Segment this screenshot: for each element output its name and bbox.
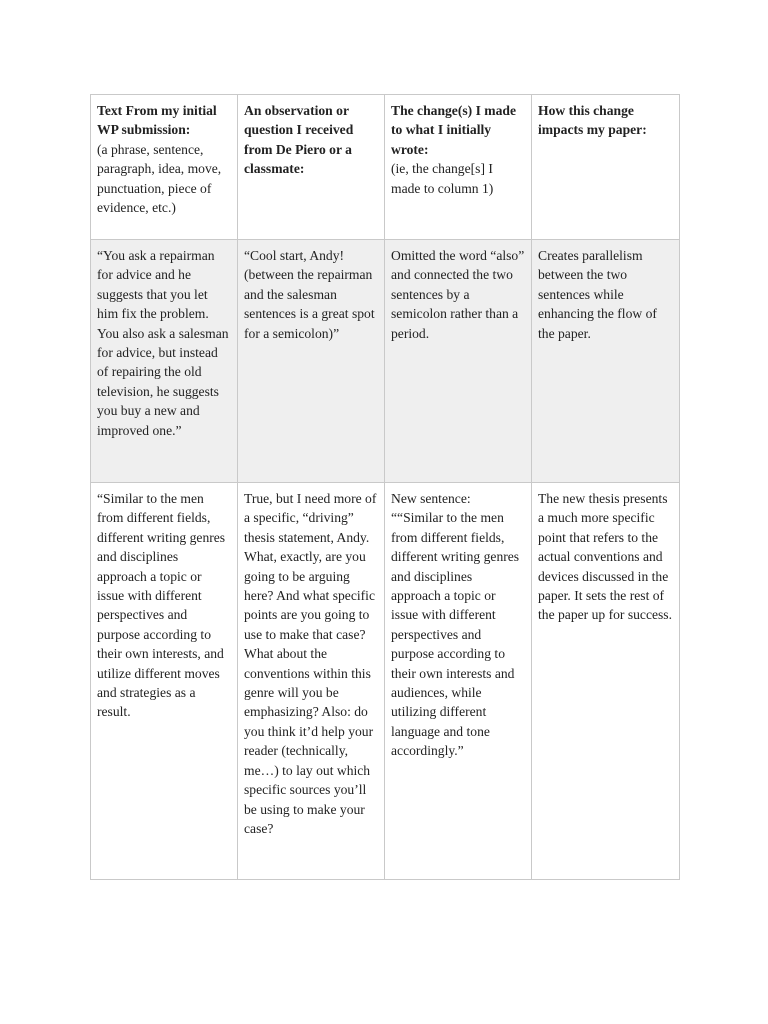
table-cell: The new thesis presents a much more specific point that refers to the actual conventions and devices discussed in the paper. It sets the rest of the paper up for success.	[532, 483, 680, 880]
header-title: How this change impacts my paper:	[538, 103, 647, 138]
header-cell-changes	[385, 95, 532, 240]
header-cell-impact	[532, 95, 680, 240]
header-title: The change(s) I made to what I initially wrote:	[391, 103, 516, 157]
revision-table	[90, 94, 680, 880]
header-subtitle: (a phrase, sentence, paragraph, idea, move, punctuation, piece of evidence, etc.)	[97, 141, 222, 216]
header-cell-observation	[238, 95, 385, 240]
table-cell: “You ask a repairman for advice and he suggests that you let him fix the problem. You also ask a salesman for advice, but instead of repairing the old television, he suggests you buy a new and improved one.”	[91, 240, 238, 483]
table-header-row	[91, 95, 680, 240]
header-title: Text From my initial WP submission:	[97, 103, 217, 138]
header-title: An observation or question I received from De Piero or a classmate:	[244, 103, 354, 177]
table-cell: Omitted the word “also” and connected the two sentences by a semicolon rather than a period.	[385, 240, 532, 483]
table-cell: “Similar to the men from different fields, different writing genres and disciplines approach a topic or issue with different perspectives and purpose according to their own interests, and utilize different moves and strategies as a result.	[91, 483, 238, 880]
header-cell-initial-text	[91, 95, 238, 240]
table-cell: New sentence: ““Similar to the men from different fields, different writing genres and disciplines approach a topic or issue with different perspectives and purpose according to their own interests and audiences, while utilizing different language and tone accordingly.”	[385, 483, 532, 880]
table-row	[91, 240, 680, 483]
table-cell: Creates parallelism between the two sentences while enhancing the flow of the paper.	[532, 240, 680, 483]
table-cell: True, but I need more of a specific, “driving” thesis statement, Andy. What, exactly, are you going to be arguing here? And what specific points are you going to use to make that case? What about the conventions within this genre will you be emphasizing? Also: do you think it’d help your reader (technically, me…) to lay out which specific sources you’ll be using to make your case?	[238, 483, 385, 880]
table-row	[91, 483, 680, 880]
table-cell: “Cool start, Andy! (between the repairman and the salesman sentences is a great spot for a semicolon)”	[238, 240, 385, 483]
header-subtitle: (ie, the change[s] I made to column 1)	[391, 161, 494, 196]
